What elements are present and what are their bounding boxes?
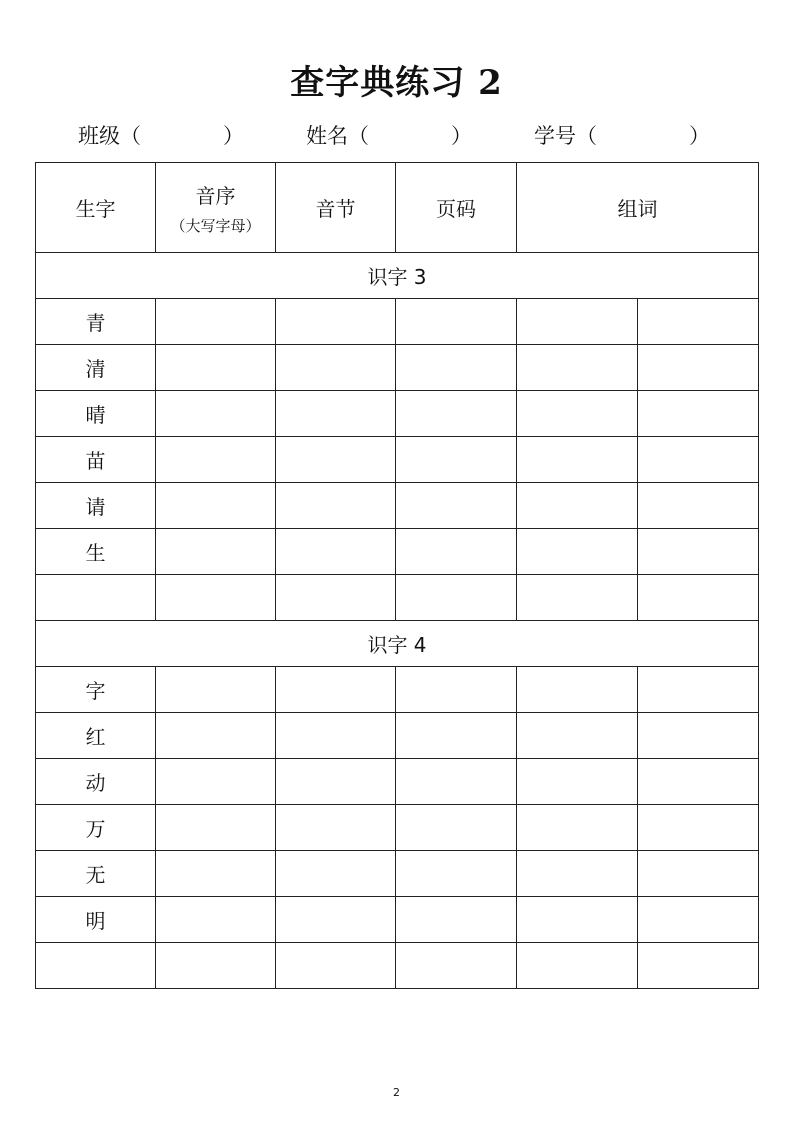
- dictionary-practice-table: [35, 162, 759, 989]
- word-cell-2[interactable]: [638, 713, 759, 759]
- word-cell-2[interactable]: [638, 667, 759, 713]
- word-cell-2[interactable]: [638, 529, 759, 575]
- page-cell[interactable]: [396, 713, 517, 759]
- class-label: 班级（: [78, 124, 141, 148]
- word-cell-2[interactable]: [638, 851, 759, 897]
- page-cell[interactable]: [396, 851, 517, 897]
- header-words: 组词: [517, 163, 759, 253]
- syllable-cell[interactable]: [276, 851, 396, 897]
- section-title: 识字 4: [36, 621, 759, 667]
- word-cell-1[interactable]: [517, 483, 638, 529]
- word-cell-1[interactable]: [517, 345, 638, 391]
- table-row: [36, 437, 759, 483]
- page-number: 2: [393, 1086, 400, 1099]
- syllable-cell[interactable]: [276, 943, 396, 989]
- syllable-cell[interactable]: [276, 713, 396, 759]
- name-label: 姓名（: [306, 124, 369, 148]
- char-cell: 青: [36, 299, 156, 345]
- section-row: [36, 253, 759, 299]
- word-cell-1[interactable]: [517, 805, 638, 851]
- order-cell[interactable]: [156, 805, 276, 851]
- syllable-cell[interactable]: [276, 897, 396, 943]
- page-cell[interactable]: [396, 529, 517, 575]
- word-cell-2[interactable]: [638, 299, 759, 345]
- header-order: [156, 163, 276, 253]
- char-cell: 无: [36, 851, 156, 897]
- order-cell[interactable]: [156, 437, 276, 483]
- header-syllable: 音节: [276, 163, 396, 253]
- order-cell[interactable]: [156, 713, 276, 759]
- id-field: [534, 118, 710, 154]
- order-cell[interactable]: [156, 391, 276, 437]
- word-cell-1[interactable]: [517, 897, 638, 943]
- char-cell: 红: [36, 713, 156, 759]
- page-cell[interactable]: [396, 437, 517, 483]
- name-close: ）: [451, 124, 472, 148]
- char-cell: 清: [36, 345, 156, 391]
- page-cell[interactable]: [396, 299, 517, 345]
- order-cell[interactable]: [156, 345, 276, 391]
- page-cell[interactable]: [396, 575, 517, 621]
- syllable-cell[interactable]: [276, 667, 396, 713]
- syllable-cell[interactable]: [276, 345, 396, 391]
- table-row: [36, 345, 759, 391]
- name-field: [306, 118, 472, 154]
- table-row: [36, 759, 759, 805]
- order-cell[interactable]: [156, 575, 276, 621]
- word-cell-2[interactable]: [638, 345, 759, 391]
- page-cell[interactable]: [396, 391, 517, 437]
- page-cell[interactable]: [396, 897, 517, 943]
- id-close: ）: [689, 124, 710, 148]
- table-row: [36, 575, 759, 621]
- order-cell[interactable]: [156, 529, 276, 575]
- page-cell[interactable]: [396, 943, 517, 989]
- char-cell: [36, 943, 156, 989]
- table-row: [36, 391, 759, 437]
- table-row: [36, 483, 759, 529]
- order-cell[interactable]: [156, 299, 276, 345]
- order-cell[interactable]: [156, 483, 276, 529]
- header-order-main: 音序: [195, 183, 236, 208]
- table-row: [36, 713, 759, 759]
- order-cell[interactable]: [156, 851, 276, 897]
- char-cell: 万: [36, 805, 156, 851]
- order-cell[interactable]: [156, 943, 276, 989]
- table-row: [36, 667, 759, 713]
- word-cell-2[interactable]: [638, 897, 759, 943]
- word-cell-2[interactable]: [638, 943, 759, 989]
- page-title: 查字典练习 2: [290, 63, 503, 103]
- syllable-cell[interactable]: [276, 805, 396, 851]
- word-cell-1[interactable]: [517, 943, 638, 989]
- class-field: [78, 118, 244, 154]
- syllable-cell[interactable]: [276, 483, 396, 529]
- char-cell: 晴: [36, 391, 156, 437]
- page-cell[interactable]: [396, 345, 517, 391]
- table-row: [36, 897, 759, 943]
- table-row: [36, 943, 759, 989]
- section-row: [36, 621, 759, 667]
- header-order-sub: （大写字母）: [170, 216, 261, 235]
- word-cell-2[interactable]: [638, 575, 759, 621]
- header-char: 生字: [36, 163, 156, 253]
- header-page: 页码: [396, 163, 517, 253]
- char-cell: 字: [36, 667, 156, 713]
- order-cell[interactable]: [156, 667, 276, 713]
- word-cell-2[interactable]: [638, 759, 759, 805]
- id-label: 学号（: [534, 124, 597, 148]
- page-cell[interactable]: [396, 483, 517, 529]
- word-cell-2[interactable]: [638, 805, 759, 851]
- section-title: 识字 3: [36, 253, 759, 299]
- page-cell[interactable]: [396, 805, 517, 851]
- class-close: ）: [223, 124, 244, 148]
- word-cell-1[interactable]: [517, 759, 638, 805]
- word-cell-1[interactable]: [517, 391, 638, 437]
- syllable-cell[interactable]: [276, 299, 396, 345]
- page-cell[interactable]: [396, 759, 517, 805]
- char-cell: 动: [36, 759, 156, 805]
- syllable-cell[interactable]: [276, 529, 396, 575]
- table-row: [36, 529, 759, 575]
- order-cell[interactable]: [156, 759, 276, 805]
- order-cell[interactable]: [156, 897, 276, 943]
- word-cell-2[interactable]: [638, 391, 759, 437]
- word-cell-1[interactable]: [517, 713, 638, 759]
- word-cell-1[interactable]: [517, 667, 638, 713]
- word-cell-2[interactable]: [638, 437, 759, 483]
- table-row: [36, 299, 759, 345]
- word-cell-1[interactable]: [517, 851, 638, 897]
- word-cell-1[interactable]: [517, 299, 638, 345]
- word-cell-2[interactable]: [638, 483, 759, 529]
- syllable-cell[interactable]: [276, 391, 396, 437]
- syllable-cell[interactable]: [276, 575, 396, 621]
- char-cell: 生: [36, 529, 156, 575]
- syllable-cell[interactable]: [276, 759, 396, 805]
- table-row: [36, 851, 759, 897]
- page-cell[interactable]: [396, 667, 517, 713]
- char-cell: 明: [36, 897, 156, 943]
- header-row: [36, 163, 759, 253]
- table-row: [36, 805, 759, 851]
- syllable-cell[interactable]: [276, 437, 396, 483]
- word-cell-1[interactable]: [517, 529, 638, 575]
- word-cell-1[interactable]: [517, 437, 638, 483]
- char-cell: 请: [36, 483, 156, 529]
- char-cell: 苗: [36, 437, 156, 483]
- char-cell: [36, 575, 156, 621]
- word-cell-1[interactable]: [517, 575, 638, 621]
